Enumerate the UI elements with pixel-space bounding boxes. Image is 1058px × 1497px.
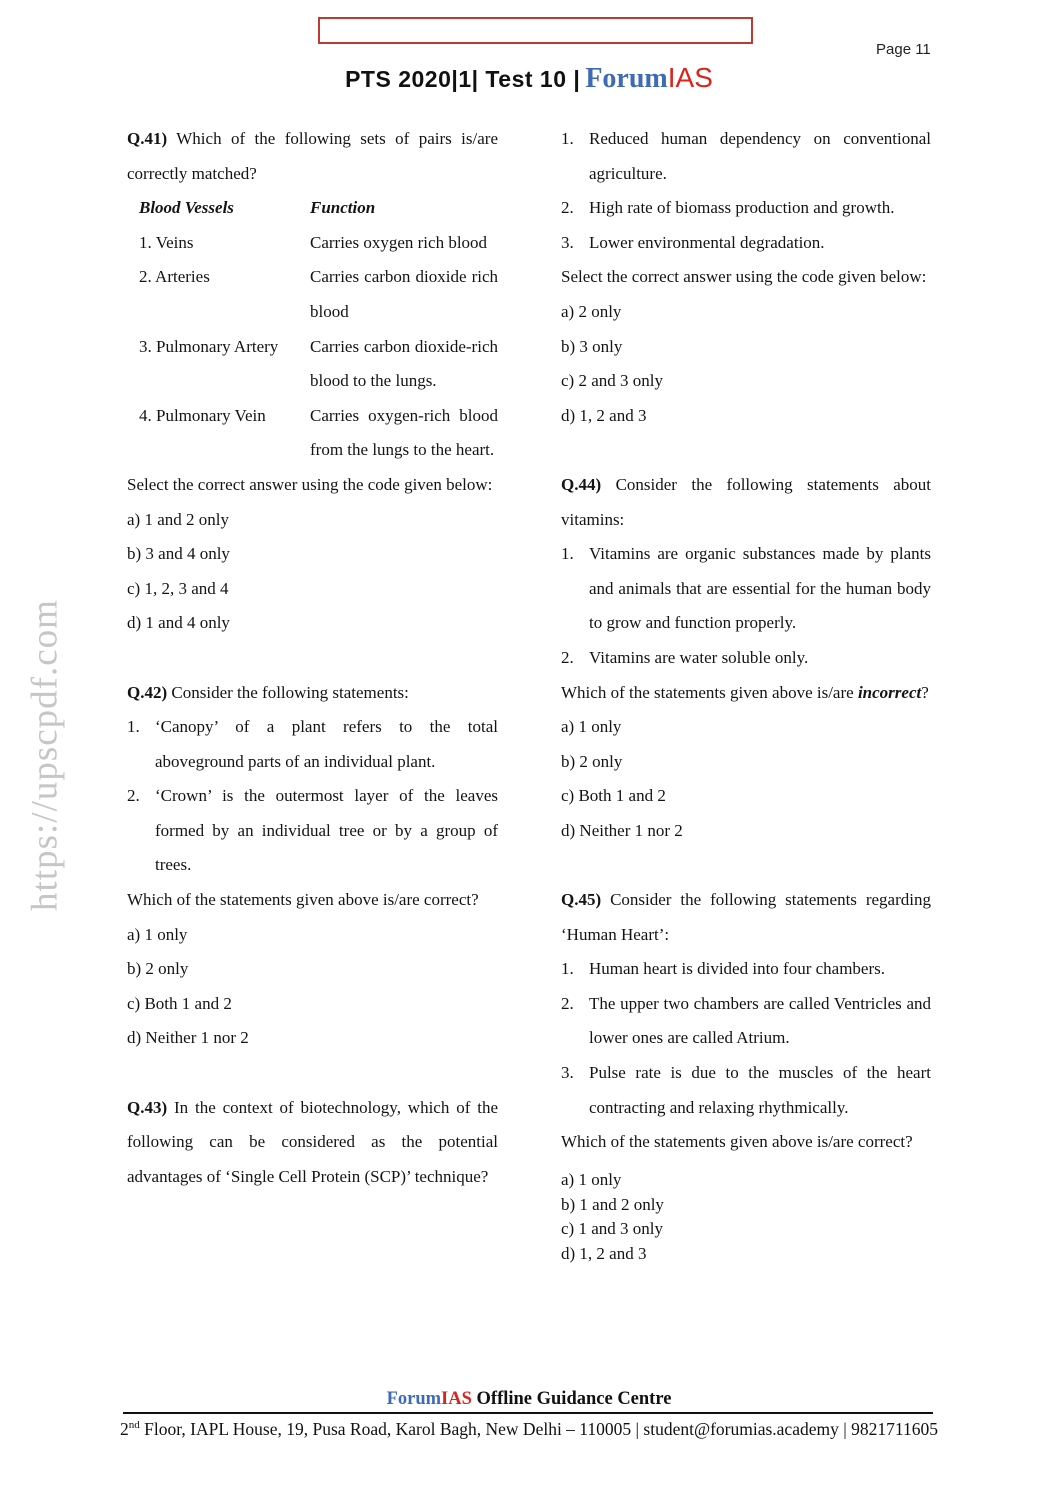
footer-title <box>0 1389 1058 1410</box>
q45-option-d: d) 1, 2 and 3 <box>561 1244 647 1264</box>
question-42 <box>127 676 498 1057</box>
statement <box>561 226 931 261</box>
q43-option-b: b) 3 only <box>561 336 623 356</box>
q44-text: Consider the following statements about vitamins: <box>561 474 932 529</box>
q41-option-b: b) 3 and 4 only <box>127 544 230 564</box>
statement-number: 1. <box>561 544 574 564</box>
q42-option-d: d) Neither 1 nor 2 <box>127 1028 249 1048</box>
statement <box>127 710 498 779</box>
q44-title <box>561 468 931 537</box>
q42-title <box>127 676 498 711</box>
q41-number: Q.41) <box>127 129 168 148</box>
right-column <box>561 122 931 1267</box>
table-row <box>139 226 498 261</box>
q43-option-a: a) 2 only <box>561 301 622 321</box>
statement <box>561 122 931 191</box>
question-43 <box>127 1091 498 1195</box>
q42-option-b: b) 2 only <box>127 959 189 979</box>
footer-title-rest: Offline Guidance Centre <box>471 1389 672 1409</box>
q45-title <box>561 883 931 952</box>
table-function: Carries carbon dioxide-rich blood to the lungs. <box>310 336 498 391</box>
brand-ias: IAS <box>667 62 713 93</box>
table-col1-header: Blood Vessels <box>139 198 234 218</box>
statement-text: Lower environmental degradation. <box>589 232 825 252</box>
statement-number: 2. <box>561 993 574 1013</box>
statement <box>561 537 931 641</box>
question-45 <box>561 883 931 1267</box>
statement <box>561 1056 931 1125</box>
table-function: Carries oxygen rich blood <box>310 232 488 252</box>
q43-title <box>127 1091 498 1195</box>
statement-text: Vitamins are organic substances made by plants and animals that are essential for the human body to grow and function properly. <box>589 544 931 633</box>
q44-option-c: c) Both 1 and 2 <box>561 786 666 806</box>
statement-number: 1. <box>561 129 574 148</box>
q41-select-text: Select the correct answer using the code given below: <box>127 474 493 494</box>
statement-number: 1. <box>561 959 574 979</box>
table-item: 1. Veins <box>139 232 194 252</box>
question-43-continued <box>561 122 931 433</box>
q43-option-c: c) 2 and 3 only <box>561 371 663 391</box>
q44-option-b: b) 2 only <box>561 751 623 771</box>
q43-text: In the context of biotechnology, which of the following can be considered as the potential advantages of ‘Single Cell Protein (SCP)’ technique? <box>127 1097 498 1186</box>
q41-text: Which of the following sets of pairs is/are correctly matched? <box>127 129 498 183</box>
statement-text: ‘Canopy’ of a plant refers to the total aboveground parts of an individual plant. <box>155 717 498 771</box>
left-column <box>127 122 498 1194</box>
statement-text: Human heart is divided into four chambers. <box>589 959 886 979</box>
q44-option-a: a) 1 only <box>561 717 622 737</box>
question-44 <box>561 468 931 849</box>
statement-number: 2. <box>127 786 140 806</box>
table-item: 4. Pulmonary Vein <box>139 405 266 425</box>
q43-select-text: Select the correct answer using the code given below: <box>561 267 927 287</box>
q42-option-a: a) 1 only <box>127 924 188 944</box>
statement <box>127 779 498 883</box>
footer-address-number: 2 <box>120 1419 129 1439</box>
brand-forum: Forum <box>585 63 668 94</box>
statement-text: ‘Crown’ is the outermost layer of the leaves formed by an individual tree or by a group of trees. <box>155 786 498 875</box>
q44-question-emphasis: incorrect <box>857 682 922 702</box>
q45-question-text: Which of the statements given above is/are correct? <box>561 1132 913 1152</box>
statement <box>561 952 931 987</box>
header-empty-red-box <box>318 17 753 44</box>
q41-option-d: d) 1 and 4 only <box>127 613 230 633</box>
statement-number: 1. <box>127 717 140 737</box>
statement-text: High rate of biomass production and growth. <box>589 198 895 218</box>
q44-number: Q.44) <box>561 474 602 494</box>
q41-option-c: c) 1, 2, 3 and 4 <box>127 578 229 598</box>
footer-brand-ias: IAS <box>441 1389 472 1409</box>
table-function: Carries carbon dioxide rich blood <box>310 267 498 321</box>
statement-text: Vitamins are water soluble only. <box>589 647 809 667</box>
q45-text: Consider the following statements regarding ‘Human Heart’: <box>561 890 931 944</box>
q42-number: Q.42) <box>127 682 168 702</box>
statement-text: Reduced human dependency on conventional agriculture. <box>589 129 931 183</box>
q41-match-table <box>139 191 498 468</box>
page-title <box>0 62 1058 95</box>
statement <box>561 987 931 1056</box>
q44-option-d: d) Neither 1 nor 2 <box>561 820 683 840</box>
q45-option-b: b) 1 and 2 only <box>561 1194 664 1214</box>
table-item: 2. Arteries <box>139 267 210 287</box>
q44-question-prefix: Which of the statements given above is/are <box>561 682 854 702</box>
footer-divider <box>123 1412 933 1414</box>
q45-option-a: a) 1 only <box>561 1169 622 1189</box>
statement-text: Pulse rate is due to the muscles of the heart contracting and relaxing rhythmically. <box>589 1063 931 1117</box>
table-row <box>139 330 498 399</box>
statement-number: 2. <box>561 647 574 667</box>
q45-options <box>561 1168 931 1267</box>
q42-text: Consider the following statements: <box>171 682 409 702</box>
q45-number: Q.45) <box>561 890 602 910</box>
table-item: 3. Pulmonary Artery <box>139 336 279 356</box>
statement <box>561 641 931 676</box>
statement <box>561 191 931 226</box>
footer-address-rest: Floor, IAPL House, 19, Pusa Road, Karol Bagh, New Delhi – 110005 | student@forumias.academy | 9821711605 <box>139 1419 938 1439</box>
q44-question-suffix: ? <box>921 682 929 702</box>
footer-address <box>0 1419 1058 1440</box>
q41-title <box>127 122 498 191</box>
table-row <box>139 399 498 468</box>
q41-option-a: a) 1 and 2 only <box>127 509 229 529</box>
q42-option-c: c) Both 1 and 2 <box>127 993 232 1013</box>
footer-brand-forum: Forum <box>386 1389 442 1409</box>
page-title-text: PTS 2020|1| Test 10 | <box>345 66 581 92</box>
q42-question-text: Which of the statements given above is/are correct? <box>127 890 479 910</box>
page-number: Page 11 <box>876 41 931 58</box>
statement-number: 2. <box>561 198 574 218</box>
q44-question-text <box>561 676 931 711</box>
table-col2-header: Function <box>310 198 376 218</box>
statement-number: 3. <box>561 1063 574 1083</box>
statement-number: 3. <box>561 232 574 252</box>
statement-text: The upper two chambers are called Ventricles and lower ones are called Atrium. <box>589 993 931 1048</box>
q45-option-c: c) 1 and 3 only <box>561 1219 663 1239</box>
footer-address-ordinal: nd <box>128 1419 140 1432</box>
table-row <box>139 260 498 329</box>
watermark: https://upscpdf.com <box>24 599 66 911</box>
table-function: Carries oxygen-rich blood from the lungs to the heart. <box>310 405 498 460</box>
question-41 <box>127 122 498 641</box>
table-header-row <box>139 191 498 226</box>
q43-number: Q.43) <box>127 1097 168 1117</box>
q43-option-d: d) 1, 2 and 3 <box>561 405 647 425</box>
